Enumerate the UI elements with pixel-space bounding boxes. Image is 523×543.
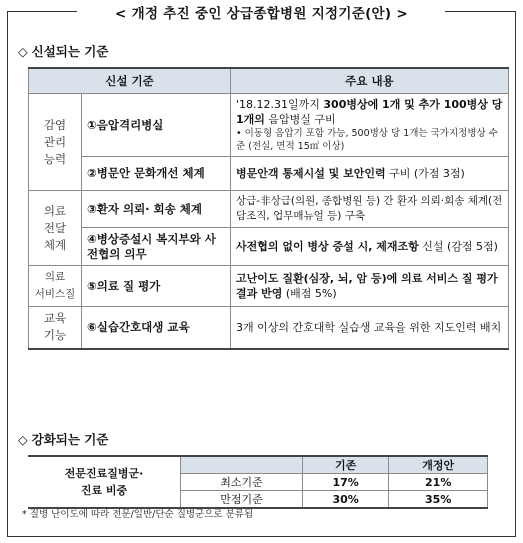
table-row: [29, 228, 509, 266]
table-row: [29, 307, 509, 349]
current-value: 17%: [302, 474, 388, 491]
document-title: < 개정 추진 중인 상급종합병원 지정기준(안) >: [0, 2, 523, 22]
header-blank: [181, 456, 303, 474]
criteria-item: ①음압격리병실: [82, 94, 231, 157]
header-criteria: 신설 기준: [29, 68, 231, 94]
new-criteria-table: [28, 67, 509, 350]
category-cell: 감염 관리 능력: [29, 94, 82, 191]
criteria-item: ③환자 의뢰· 회송 체계: [82, 191, 231, 228]
criteria-item: ⑤의료 질 평가: [82, 266, 231, 307]
criteria-item: ⑥실습간호대생 교육: [82, 307, 231, 349]
criteria-description: 3개 이상의 간호대학 실습생 교육을 위한 지도인력 배치: [231, 307, 509, 349]
row-criterion-label: 만점기준: [181, 491, 303, 509]
criteria-description: '18.12.31일까지 300병상에 1개 및 추가 100병상 당 1개의 음압병실 구비 • 이동형 음압기 포함 가능, 500병상 당 1개는 국가지정병상 수준 (전실, 면적 15㎡ 이상): [231, 94, 509, 157]
criteria-description: 사전협의 없이 병상 증설 시, 제재조항 신설 (감점 5점): [231, 228, 509, 266]
criteria-description: 병문안객 통제시설 및 보안인력 구비 (가점 3점): [231, 157, 509, 191]
criteria-item: ②병문안 문화개선 체계: [82, 157, 231, 191]
section-enhanced-criteria-heading: ◇ 강화되는 기준: [18, 432, 109, 447]
criteria-description: 고난이도 질환(심장, 뇌, 암 등)에 의료 서비스 질 평가 결과 반영 (배점 5%): [231, 266, 509, 307]
diamond-icon: ◇: [18, 432, 28, 447]
footnote: * 질병 난이도에 따라 전문/일반/단순 질병군으로 분류됨: [22, 509, 254, 520]
header-current: 기존: [302, 456, 388, 474]
header-content: 주요 내용: [231, 68, 509, 94]
diamond-icon: ◇: [18, 44, 28, 59]
table-row: [29, 266, 509, 307]
row-label: 전문진료질병군· 진료 비중: [28, 456, 181, 508]
criteria-item: ④병상증설시 복지부와 사전협의 의무: [82, 228, 231, 266]
table-row: [29, 157, 509, 191]
table-row: [29, 94, 509, 157]
revised-value: 21%: [389, 474, 488, 491]
revised-value: 35%: [389, 491, 488, 509]
section-new-criteria-heading: ◇ 신설되는 기준: [18, 44, 109, 59]
table-header-row: [28, 456, 488, 474]
row-criterion-label: 최소기준: [181, 474, 303, 491]
current-value: 30%: [302, 491, 388, 509]
enhanced-criteria-table: [28, 455, 488, 509]
header-revised: 개정안: [389, 456, 488, 474]
category-cell: 의료 서비스질: [29, 266, 82, 307]
table-header-row: [29, 68, 509, 94]
criteria-description: 상급-非상급(의원, 종합병원 등) 간 환자 의뢰·회송 체계(전담조직, 업무매뉴얼 등) 구축: [231, 191, 509, 228]
table-row: [29, 191, 509, 228]
category-cell: 교육 기능: [29, 307, 82, 349]
category-cell: 의료 전달 체계: [29, 191, 82, 266]
criteria-note: • 이동형 음압기 포함 가능, 500병상 당 1개는 국가지정병상 수준 (전실, 면적 15㎡ 이상): [236, 128, 498, 152]
